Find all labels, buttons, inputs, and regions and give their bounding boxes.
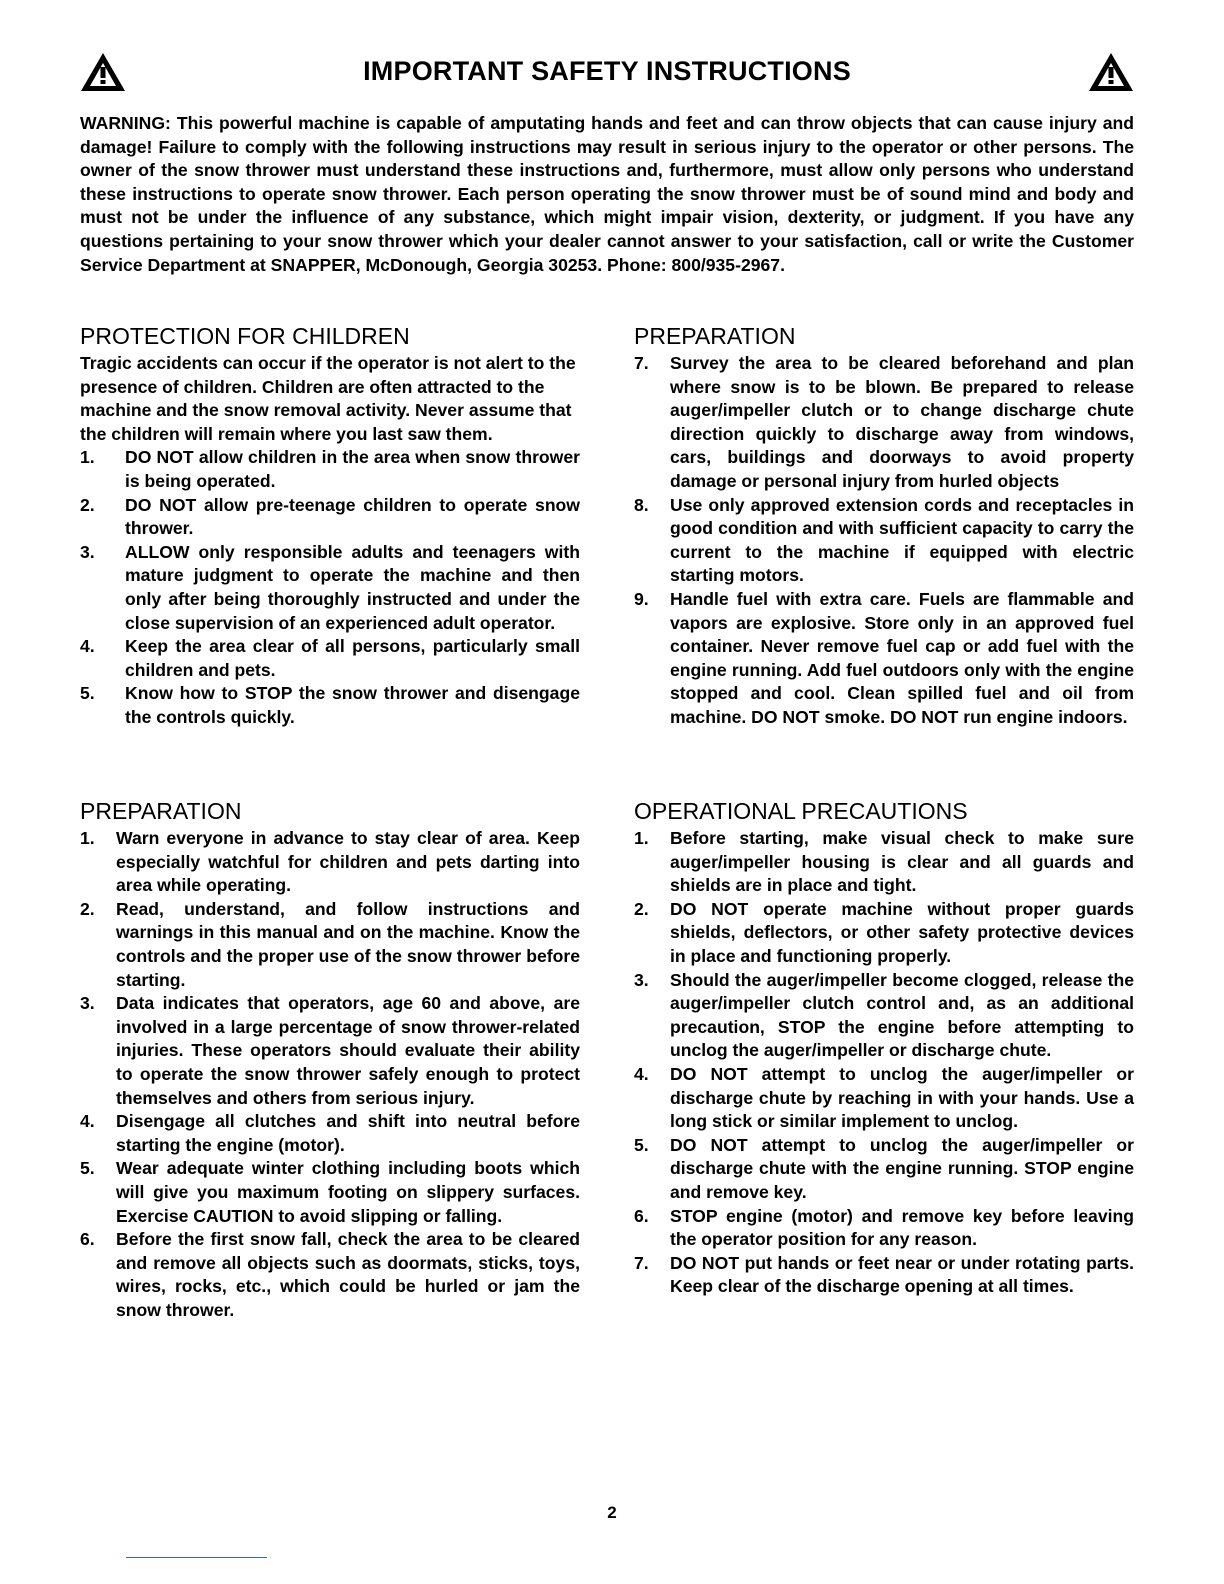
- item-text: Use only approved extension cords and receptacles in good condition and with sufficient capacity to carry the current to the machine if equipped with electric starting motors.: [670, 494, 1134, 586]
- list-item: [634, 827, 1134, 898]
- item-number: 6.: [634, 1205, 649, 1226]
- item-number: 2.: [634, 898, 649, 919]
- item-number: 3.: [634, 969, 649, 990]
- section-heading: PREPARATION: [80, 798, 242, 824]
- header: [80, 50, 1134, 96]
- section-heading: PROTECTION FOR CHILDREN: [80, 323, 410, 349]
- item-number: 9.: [634, 588, 649, 609]
- item-text: Warn everyone in advance to stay clear of area. Keep especially watchful for children and pets darting into area while operating.: [116, 828, 580, 896]
- list-item: [80, 541, 580, 635]
- section-operational-precautions: [634, 797, 1134, 1299]
- item-number: 5.: [634, 1134, 649, 1155]
- item-text: Disengage all clutches and shift into neutral before starting the engine (motor).: [116, 1111, 580, 1155]
- item-text: Data indicates that operators, age 60 and above, are involved in a large percentage of snow thrower-related injuries. These operators should evaluate their ability to operate the snow thrower safely enough to protect themselves and others from serious injury.: [116, 993, 580, 1108]
- preparation-list: [634, 352, 1134, 730]
- item-text: Read, understand, and follow instructions and warnings in this manual and on the machine. Know the controls and the proper use of the snow thrower before starting.: [116, 898, 580, 990]
- children-list: [80, 446, 580, 729]
- list-item: [80, 682, 580, 729]
- item-number: 5.: [80, 683, 95, 704]
- list-item: [80, 1157, 580, 1228]
- item-text: Handle fuel with extra care. Fuels are flammable and vapors are explosive. Store only in an approved fuel container. Never remove fuel cap or add fuel with the engine running. Add fuel outdoors only with the engine stopped and cool. Clean spilled fuel and oil from machine. DO NOT smoke. DO NOT run engine indoors.: [670, 588, 1134, 727]
- list-item: [80, 898, 580, 992]
- page-title: IMPORTANT SAFETY INSTRUCTIONS: [363, 56, 851, 86]
- preparation-list: [80, 827, 580, 1322]
- list-item: [634, 969, 1134, 1063]
- item-number: 7.: [634, 1252, 649, 1273]
- list-item: [80, 1110, 580, 1157]
- list-item: [634, 588, 1134, 730]
- item-text: Before starting, make visual check to make sure auger/impeller housing is clear and all guards and shields are in place and tight.: [670, 828, 1134, 896]
- item-number: 7.: [634, 353, 649, 373]
- item-number: 1.: [80, 447, 95, 468]
- list-item: [80, 1228, 580, 1322]
- item-text: Know how to STOP the snow thrower and disengage the controls quickly.: [125, 683, 580, 727]
- item-number: 2.: [80, 494, 95, 515]
- item-text: DO NOT attempt to unclog the auger/impeller or discharge chute with the engine running. STOP engine and remove key.: [670, 1134, 1134, 1202]
- item-number: 3.: [80, 993, 95, 1014]
- item-text: STOP engine (motor) and remove key before leaving the operator position for any reason.: [670, 1205, 1134, 1250]
- warning-triangle-icon: [1088, 52, 1134, 92]
- item-text: DO NOT attempt to unclog the auger/impeller or discharge chute by reaching in with your hands. Use a long stick or similar implement to unclog.: [670, 1063, 1134, 1132]
- item-number: 4.: [634, 1063, 649, 1084]
- item-number: 8.: [634, 494, 649, 515]
- item-text: ALLOW only responsible adults and teenagers with mature judgment to operate the machine and then only after being thoroughly instructed and under the close supervision of an experienced adult operator.: [125, 541, 580, 633]
- footer-rule: [126, 1557, 267, 1558]
- list-item: [80, 827, 580, 898]
- item-number: 4.: [80, 636, 95, 657]
- warning-paragraph: WARNING: This powerful machine is capable of amputating hands and feet and can throw objects that can cause injury and damage! Failure to comply with the following instructions may result in serious injury to the operator or other persons. The owner of the snow thrower must understand these instructions and, furthermore, must allow only persons who understand these instructions to operate snow thrower. Each person operating the snow thrower must be of sound mind and body and must not be under the influence of any substance, which might impair vision, dexterity, or judgment. If you have any questions pertaining to your snow thrower which your dealer cannot answer to your satisfaction, call or write the Customer Service Department at SNAPPER, McDonough, Georgia 30253. Phone: 800/935-2967.: [80, 113, 1134, 275]
- section-preparation-left: [80, 797, 580, 1322]
- list-item: [634, 494, 1134, 588]
- item-text: Before the first snow fall, check the area to be cleared and remove all objects such as doormats, sticks, toys, wires, rocks, etc., which could be hurled or jam the snow thrower.: [116, 1229, 580, 1320]
- item-number: 1.: [80, 828, 95, 848]
- item-number: 1.: [634, 828, 649, 848]
- item-text: Wear adequate winter clothing including boots which will give you maximum footing on slippery surfaces. Exercise CAUTION to avoid slipping or falling.: [116, 1158, 580, 1226]
- list-item: [634, 1134, 1134, 1205]
- item-number: 4.: [80, 1111, 95, 1132]
- item-text: Keep the area clear of all persons, particularly small children and pets.: [125, 636, 580, 680]
- item-number: 5.: [80, 1158, 95, 1179]
- list-item: [634, 898, 1134, 969]
- list-item: [634, 1205, 1134, 1252]
- section-intro: Tragic accidents can occur if the operator is not alert to the presence of children. Children are often attracted to the machine and the snow removal activity. Never assume that the children will remain where you last saw them.: [80, 353, 576, 444]
- list-item: [80, 992, 580, 1110]
- item-text: Should the auger/impeller become clogged, release the auger/impeller clutch control and, as an additional precaution, STOP the engine before attempting to unclog the auger/impeller or discharge chute.: [670, 969, 1134, 1061]
- item-number: 6.: [80, 1229, 95, 1250]
- section-heading: PREPARATION: [634, 323, 796, 349]
- section-heading: OPERATIONAL PRECAUTIONS: [634, 798, 968, 824]
- list-item: [634, 1252, 1134, 1299]
- item-text: DO NOT put hands or feet near or under rotating parts. Keep clear of the discharge opening at all times.: [670, 1252, 1134, 1297]
- operational-list: [634, 827, 1134, 1299]
- item-text: DO NOT allow pre-teenage children to operate snow thrower.: [125, 494, 580, 539]
- list-item: [80, 494, 580, 541]
- item-text: DO NOT allow children in the area when snow thrower is being operated.: [125, 447, 580, 491]
- section-preparation-right: [634, 322, 1134, 730]
- list-item: [634, 352, 1134, 494]
- list-item: [80, 635, 580, 682]
- page-number: 2: [607, 1503, 617, 1522]
- section-protection-for-children: [80, 322, 580, 730]
- item-number: 2.: [80, 898, 95, 919]
- item-text: Survey the area to be cleared beforehand and plan where snow is to be blown. Be prepared to release auger/impeller clutch or to change discharge chute direction quickly to discharge away from windows, cars, buildings and doorways to avoid property damage or personal injury from hurled objects: [670, 353, 1134, 491]
- item-number: 3.: [80, 541, 95, 562]
- list-item: [80, 446, 580, 493]
- item-text: DO NOT operate machine without proper guards shields, deflectors, or other safety protective devices in place and functioning properly.: [670, 898, 1134, 966]
- list-item: [634, 1063, 1134, 1134]
